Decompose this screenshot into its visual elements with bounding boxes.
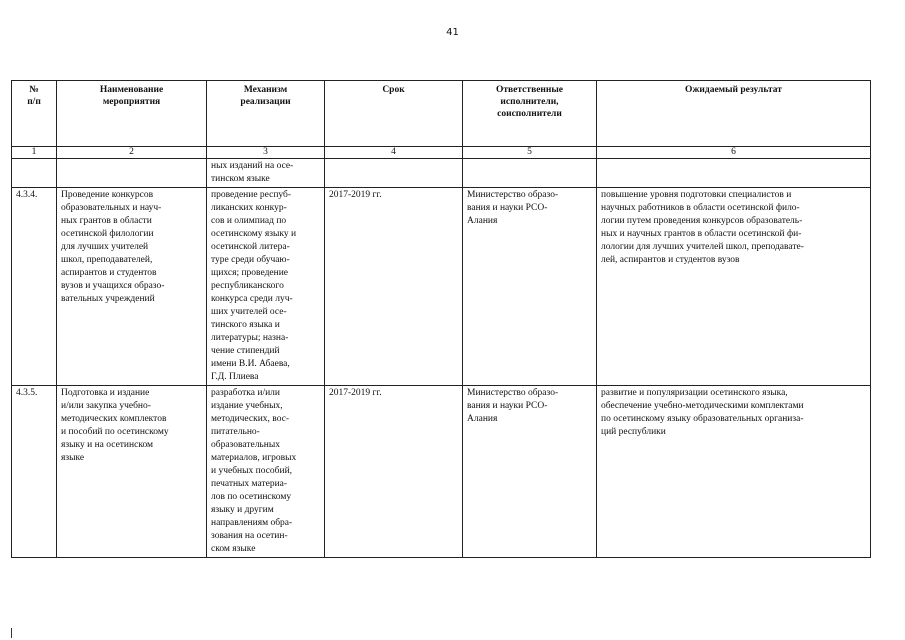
mechanism-cell: ных изданий на осе- тинском языке [207, 159, 325, 188]
header-term: Срок [325, 81, 463, 147]
column-number: 6 [597, 147, 871, 159]
margin-mark [11, 628, 12, 638]
header-responsible: Ответственные исполнители, соисполнители [463, 81, 597, 147]
table-row [12, 386, 871, 558]
table-row [12, 188, 871, 386]
activity-name-cell: Подготовка и издание и/или закупка учебно- методических комплектов и пособий по осетинскому языку и на осетинском языке [57, 386, 207, 558]
header-number: № п/п [12, 81, 57, 147]
mechanism-cell: проведение респуб- ликанских конкур- сов и олимпиад по осетинскому языку и осетинской литера- туре среди обучаю- щихся; проведение республиканского конкурса среди луч- ших учителей осе- тинского языка и литературы; назна- чение стипендий имени В.И. Абаева, Г.Д. Плиева [207, 188, 325, 386]
column-number: 5 [463, 147, 597, 159]
mechanism-cell: разработка и/или издание учебных, методических, вос- питательно- образовательных материалов, игровых и учебных пособий, печатных материа- лов по осетинскому языку и другим направлениям обра- зования на осетин- ском языке [207, 386, 325, 558]
continuation-row [12, 159, 871, 188]
activity-name-cell: Проведение конкурсов образовательных и науч- ных грантов в области осетинской филологии для лучших учителей школ, преподавателей, аспирантов и студентов вузов и учащихся образо- вательных учреждений [57, 188, 207, 386]
header-expected-result: Ожидаемый результат [597, 81, 871, 147]
column-number: 4 [325, 147, 463, 159]
responsible-cell: Министерство образо- вания и науки РСО- Алания [463, 386, 597, 558]
page-number: 41 [446, 27, 459, 38]
responsible-cell: Министерство образо- вания и науки РСО- Алания [463, 188, 597, 386]
column-number: 2 [57, 147, 207, 159]
row-number: 4.3.4. [12, 188, 57, 386]
term-cell: 2017-2019 гг. [325, 386, 463, 558]
column-number: 1 [12, 147, 57, 159]
header-mechanism: Механизм реализации [207, 81, 325, 147]
column-number: 3 [207, 147, 325, 159]
table-header-row [12, 81, 871, 147]
expected-result-cell: развитие и популяризации осетинского языка, обеспечение учебно-методическими комплектами по осетинскому языку образовательных организа- ций республики [597, 386, 871, 558]
term-cell: 2017-2019 гг. [325, 188, 463, 386]
measures-table [11, 80, 871, 558]
column-number-row [12, 147, 871, 159]
header-activity-name: Наименование мероприятия [57, 81, 207, 147]
row-number: 4.3.5. [12, 386, 57, 558]
expected-result-cell: повышение уровня подготовки специалистов и научных работников в области осетинской фило- логии путем проведения конкурсов образователь- ных и научных грантов в области осетинской фи- лологии для лучших учителей школ, преподавате- лей, аспирантов и студентов вузов [597, 188, 871, 386]
